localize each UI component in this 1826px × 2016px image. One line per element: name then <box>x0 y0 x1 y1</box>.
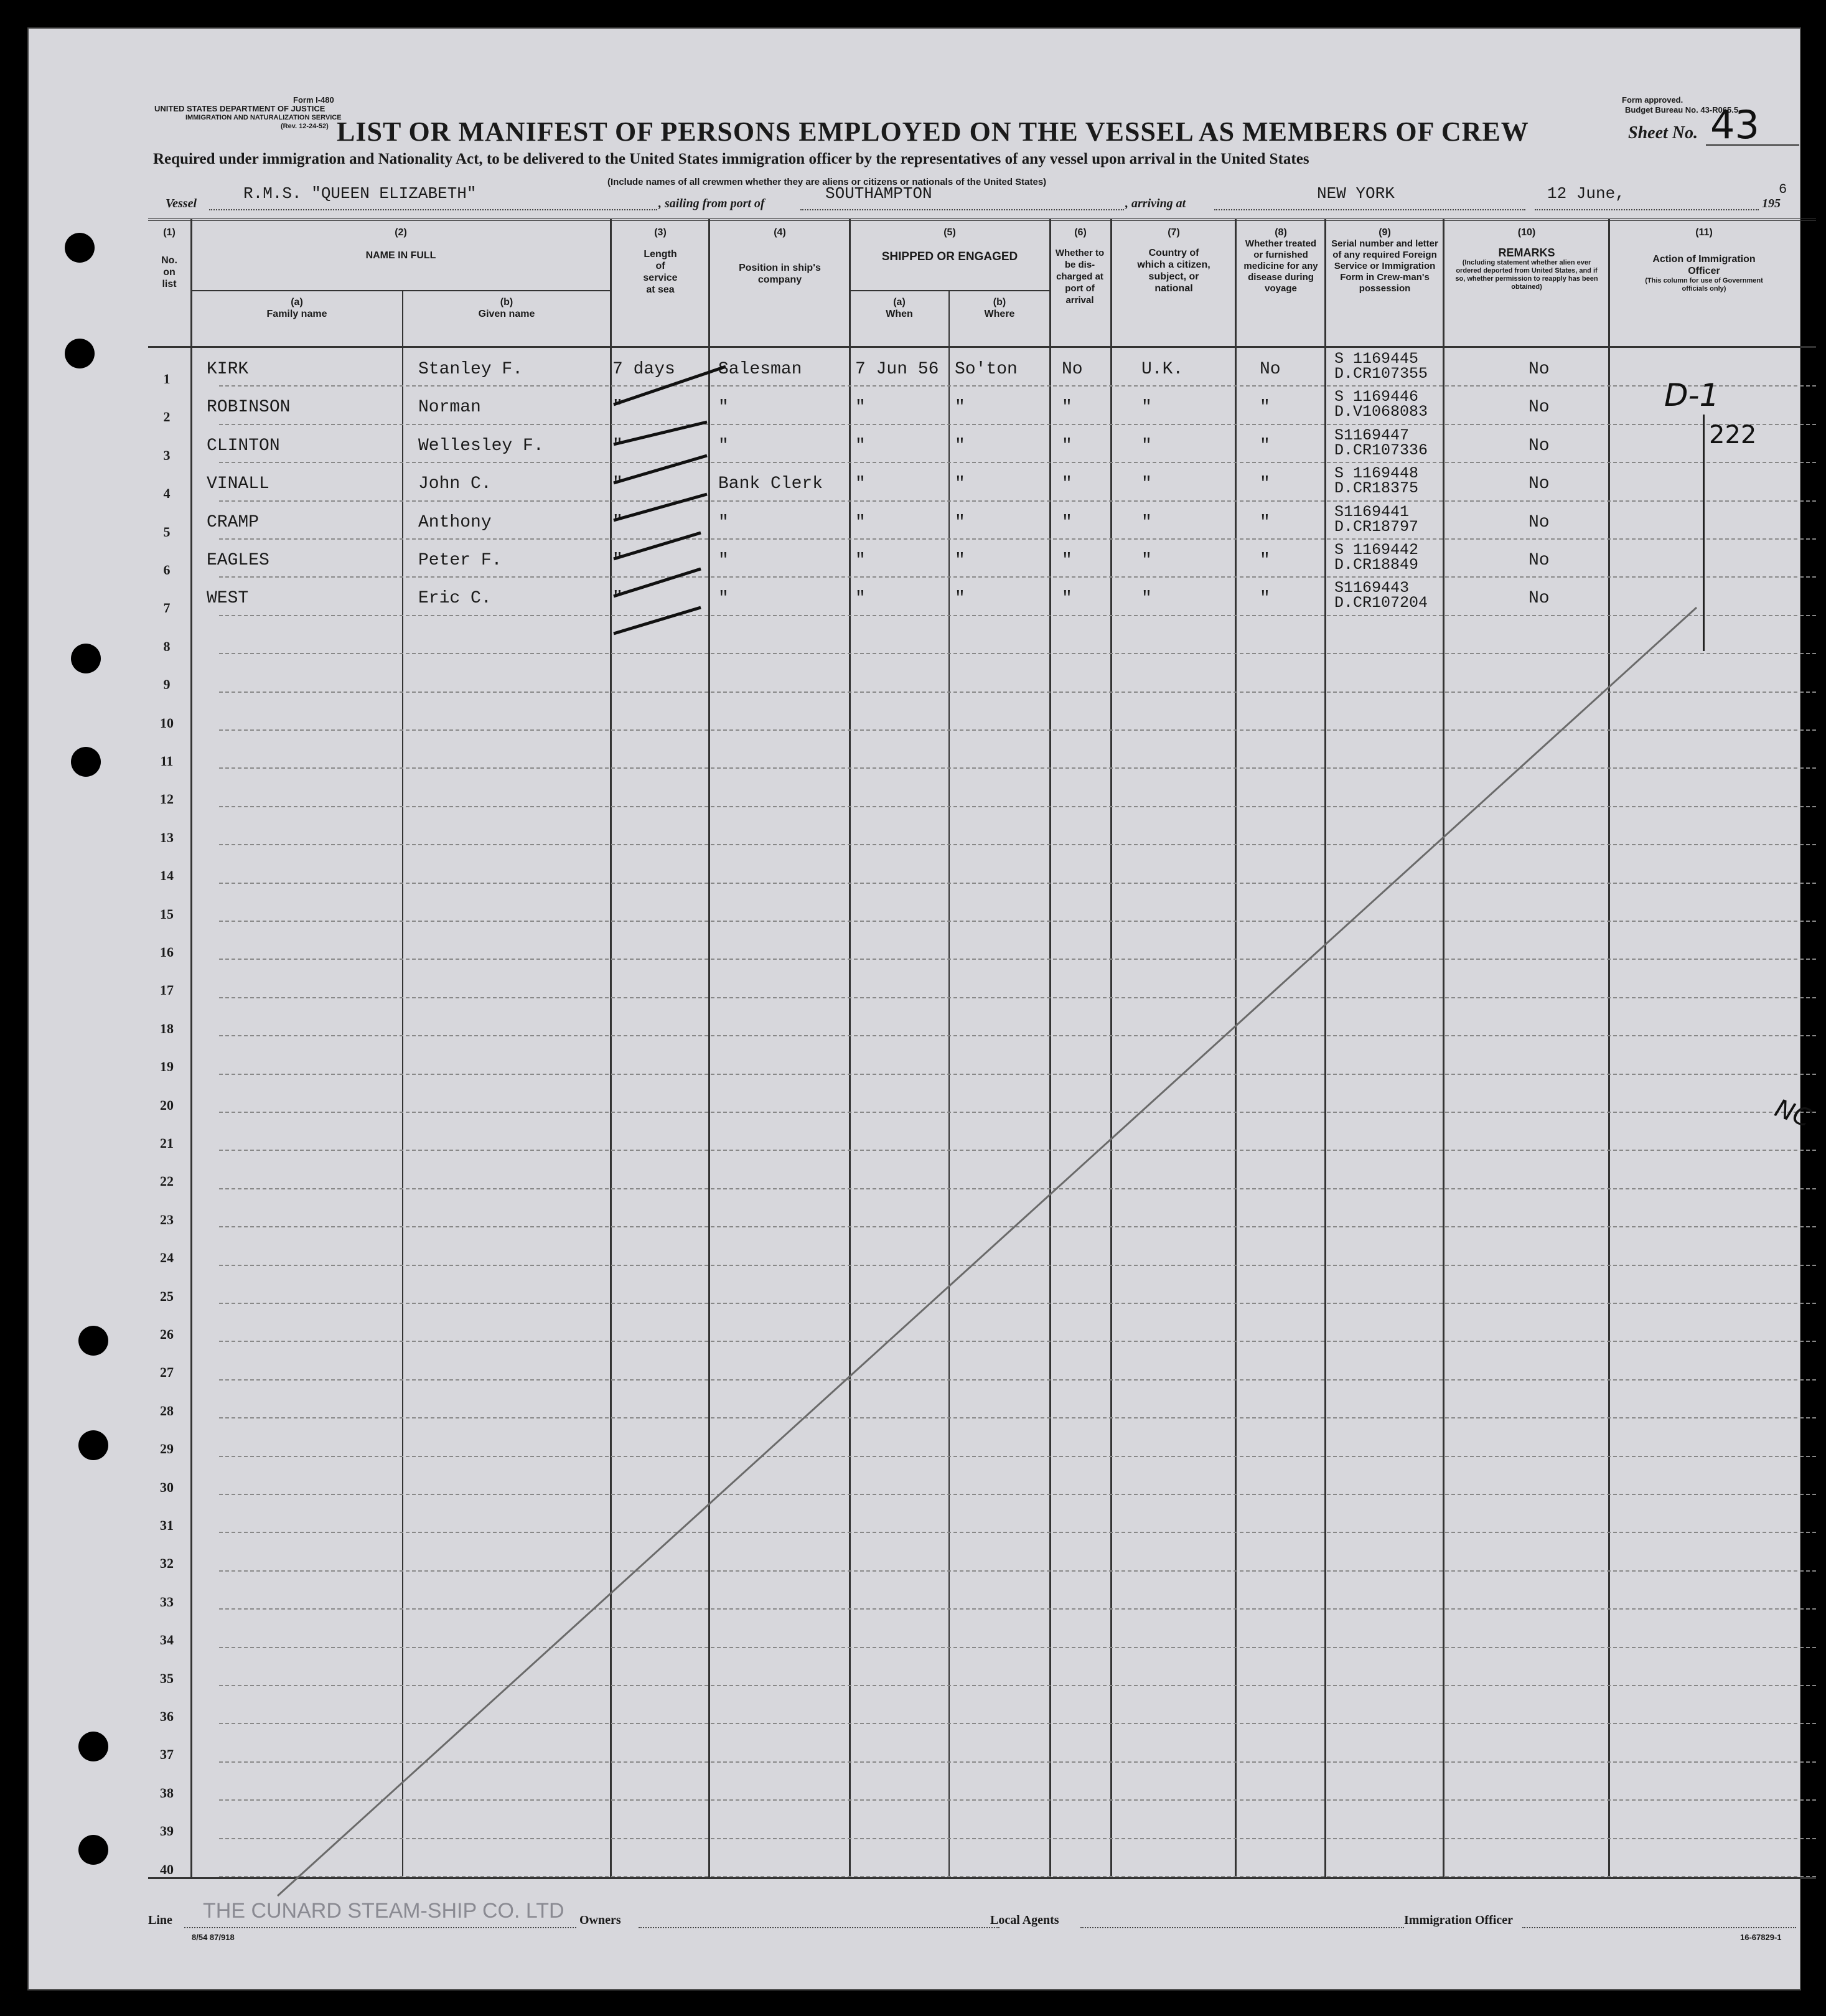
cell-service: " <box>612 474 623 494</box>
budget-bureau: Budget Bureau No. 43-R065.5. <box>1625 105 1741 115</box>
row-number: 28 <box>160 1402 174 1418</box>
row-number: 21 <box>160 1135 174 1151</box>
cell-discharge: " <box>1062 589 1072 609</box>
cell-medicine: " <box>1260 436 1270 456</box>
cell-country: " <box>1141 512 1152 532</box>
cell-family: CLINTON <box>207 436 280 456</box>
row-number: 37 <box>160 1746 174 1763</box>
cell-remarks: No <box>1529 398 1550 418</box>
col11-note: (This column for use of Government officials only) <box>1645 277 1763 293</box>
footer-agents2-underline <box>1080 1927 1404 1928</box>
col9-number: (9) <box>1379 227 1391 238</box>
cell-where: " <box>955 436 965 456</box>
footer-print-right: 16-67829-1 <box>1740 1933 1782 1942</box>
cell-service: " <box>612 436 623 456</box>
cell-serial-upper: S 1169448 <box>1334 464 1419 483</box>
cell-discharge: " <box>1062 436 1072 456</box>
col8-number: (8) <box>1275 227 1287 238</box>
cell-given: Eric C. <box>418 589 492 609</box>
row-number: 24 <box>160 1250 174 1266</box>
col1-label: No. on list <box>161 255 177 289</box>
col2-label: NAME IN FULL <box>365 250 436 261</box>
row-number: 32 <box>160 1555 174 1572</box>
cell-position: " <box>718 398 729 418</box>
sheet-label: Sheet No. <box>1628 123 1698 143</box>
cell-service: 7 days <box>612 360 675 379</box>
binder-hole <box>65 339 95 368</box>
margin-mark: NC <box>1771 1094 1815 1133</box>
cell-where: So'ton <box>955 360 1018 379</box>
cell-discharge: " <box>1062 551 1072 570</box>
cell-serial-lower: D.CR107204 <box>1334 594 1428 612</box>
cell-service: " <box>612 589 623 609</box>
row-number: 34 <box>160 1632 174 1648</box>
row-number: 6 <box>163 562 171 578</box>
col7-label: Country of which a citizen, subject, or national <box>1137 248 1210 294</box>
col11-number: (11) <box>1695 227 1713 238</box>
cell-country: U.K. <box>1141 360 1184 379</box>
row-number: 38 <box>160 1784 174 1801</box>
row-number: 39 <box>160 1823 174 1839</box>
cell-when: 7 Jun 56 <box>855 360 939 379</box>
cell-position: " <box>718 589 729 609</box>
pencil-diagonal <box>278 607 1697 1896</box>
sheet-number: 43 <box>1710 102 1759 148</box>
footer-line-underline <box>184 1927 576 1928</box>
officer-count: 222 <box>1709 421 1757 449</box>
footer-officer: Immigration Officer <box>1404 1913 1513 1927</box>
row-number: 19 <box>160 1059 174 1075</box>
col2a-label: Family name <box>266 309 327 319</box>
footer-line-value: THE CUNARD STEAM-SHIP CO. LTD <box>203 1899 564 1923</box>
col1-number: (1) <box>163 227 176 238</box>
arrival-date: 12 June, <box>1547 184 1625 203</box>
cell-country: " <box>1141 589 1152 609</box>
cell-serial-upper: S 1169445 <box>1334 350 1419 368</box>
vessel-label: Vessel <box>166 197 197 210</box>
cell-serial-upper: S1169443 <box>1334 579 1410 598</box>
col9-label: Serial number and letter of any required Foreign Service or Immigration Form in Crew-man's possession <box>1331 238 1438 294</box>
cell-medicine: " <box>1260 589 1270 609</box>
revision: (Rev. 12-24-52) <box>281 123 329 130</box>
cell-when: " <box>855 398 866 418</box>
col11-label: Action of Immigration Officer <box>1652 254 1756 276</box>
row-number: 14 <box>160 868 174 884</box>
col2a-number: (a) <box>291 297 303 307</box>
cell-position: " <box>718 436 729 456</box>
cell-serial-upper: S1169447 <box>1334 426 1410 444</box>
cell-given: Anthony <box>418 512 492 532</box>
row-number: 33 <box>160 1593 174 1610</box>
col5-label: SHIPPED OR ENGAGED <box>881 250 1018 263</box>
cell-service: " <box>612 512 623 532</box>
row-number: 16 <box>160 944 174 960</box>
cell-when: " <box>855 474 866 494</box>
cell-serial-lower: D.CR107355 <box>1334 365 1428 383</box>
vessel-name: R.M.S. "QUEEN ELIZABETH" <box>243 184 477 203</box>
col5b-number: (b) <box>993 297 1006 307</box>
cell-family: CRAMP <box>207 512 260 532</box>
cell-when: " <box>855 551 866 570</box>
row-number: 5 <box>163 523 171 540</box>
cell-remarks: No <box>1529 436 1550 456</box>
cell-serial-lower: D.V1068083 <box>1334 403 1428 421</box>
row-number: 30 <box>160 1479 174 1495</box>
col3-label: Length of service at sea <box>643 249 678 295</box>
binder-hole <box>78 1430 108 1460</box>
year-label: 195 <box>1762 197 1781 210</box>
cell-remarks: No <box>1529 589 1550 609</box>
binder-hole <box>78 1732 108 1761</box>
page-title: LIST OR MANIFEST OF PERSONS EMPLOYED ON THE VESSEL AS MEMBERS OF CREW <box>337 116 1529 147</box>
row-number: 25 <box>160 1288 174 1304</box>
row-number: 12 <box>160 791 174 807</box>
cell-serial-lower: D.CR18849 <box>1334 556 1419 574</box>
cell-medicine: " <box>1260 512 1270 532</box>
cell-discharge: " <box>1062 474 1072 494</box>
col2b-label: Given name <box>478 309 535 319</box>
footer-print-left: 8/54 87/918 <box>192 1933 235 1942</box>
col10-note: (Including statement whether alien ever ordered deported from United States, and if so, whether permission to reapply has been obtained) <box>1455 259 1598 291</box>
page-subtitle: Required under immigration and Nationality Act, to be delivered to the United States immigration officer by the representatives of any vessel upon arrival in the United States <box>153 151 1309 167</box>
cell-discharge: " <box>1062 512 1072 532</box>
cell-where: " <box>955 589 965 609</box>
cell-serial-upper: S1169441 <box>1334 502 1410 521</box>
binder-hole <box>78 1835 108 1865</box>
cell-when: " <box>855 512 866 532</box>
cell-when: " <box>855 589 866 609</box>
cell-where: " <box>955 474 965 494</box>
arrival-port: NEW YORK <box>1317 184 1395 203</box>
arriving-label: , arriving at <box>1125 197 1186 210</box>
row-number: 18 <box>160 1020 174 1036</box>
row-number: 1 <box>163 371 171 387</box>
department: UNITED STATES DEPARTMENT OF JUSTICE <box>154 104 325 113</box>
footer-officer-underline <box>1522 1927 1796 1928</box>
cell-given: Stanley F. <box>418 360 523 379</box>
cell-serial-lower: D.CR18375 <box>1334 479 1419 498</box>
year-digit: 6 <box>1779 182 1787 197</box>
row-number: 29 <box>160 1441 174 1457</box>
footer-local-agents: Local Agents <box>990 1913 1059 1927</box>
service-name: IMMIGRATION AND NATURALIZATION SERVICE <box>185 114 342 121</box>
form-approved: Form approved. <box>1622 95 1683 105</box>
col6-label: Whether to be dis-charged at port of arrival <box>1055 248 1105 306</box>
cell-remarks: No <box>1529 360 1550 379</box>
cell-when: " <box>855 436 866 456</box>
cell-serial-upper: S 1169442 <box>1334 541 1419 559</box>
officer-code: D-1 <box>1664 377 1720 413</box>
row-number: 31 <box>160 1517 174 1533</box>
row-number: 35 <box>160 1670 174 1686</box>
cell-given: Norman <box>418 398 481 418</box>
row-number: 9 <box>163 677 171 693</box>
cell-family: ROBINSON <box>207 398 291 418</box>
cell-medicine: No <box>1260 360 1281 379</box>
cell-serial-lower: D.CR107336 <box>1334 441 1428 459</box>
col8-label: Whether treated or furnished medicine for any disease during voyage <box>1243 238 1318 294</box>
cell-family: EAGLES <box>207 551 269 570</box>
cell-medicine: " <box>1260 551 1270 570</box>
row-number: 8 <box>163 638 171 654</box>
col4-label: Position in ship's company <box>739 263 821 285</box>
cell-position: Bank Clerk <box>718 474 823 494</box>
row-number: 13 <box>160 829 174 845</box>
cell-country: " <box>1141 474 1152 494</box>
row-number: 26 <box>160 1326 174 1342</box>
row-number: 7 <box>163 600 171 616</box>
col7-number: (7) <box>1168 227 1180 238</box>
cell-position: Salesman <box>718 360 802 379</box>
row-number: 4 <box>163 485 171 502</box>
col5b-label: Where <box>984 309 1015 319</box>
cell-given: John C. <box>418 474 492 494</box>
footer-owners: Owners <box>579 1913 621 1927</box>
annotation-strokes <box>29 29 1800 1989</box>
cell-country: " <box>1141 398 1152 418</box>
cell-service: " <box>612 551 623 570</box>
binder-hole <box>65 233 95 263</box>
cell-medicine: " <box>1260 398 1270 418</box>
check-marks <box>614 367 726 634</box>
row-number: 22 <box>160 1173 174 1189</box>
col4-number: (4) <box>774 227 786 238</box>
cell-country: " <box>1141 551 1152 570</box>
cell-discharge: " <box>1062 398 1072 418</box>
include-note: (Include names of all crewmen whether they are aliens or citizens or nationals of the United States) <box>607 177 1047 187</box>
sailing-label: , sailing from port of <box>658 197 765 210</box>
row-number: 20 <box>160 1097 174 1113</box>
binder-hole <box>71 644 101 673</box>
cell-position: " <box>718 551 729 570</box>
cell-serial-lower: D.CR18797 <box>1334 517 1419 536</box>
cell-remarks: No <box>1529 512 1550 532</box>
col5-number: (5) <box>943 227 956 238</box>
cell-discharge: No <box>1062 360 1083 379</box>
cell-where: " <box>955 551 965 570</box>
cell-position: " <box>718 512 729 532</box>
row-number: 2 <box>163 409 171 425</box>
row-number: 17 <box>160 982 174 998</box>
cell-serial-upper: S 1169446 <box>1334 388 1419 406</box>
row-number: 23 <box>160 1211 174 1227</box>
footer-agents-underline <box>639 1927 1000 1928</box>
binder-hole <box>71 747 101 777</box>
manifest-sheet <box>27 27 1815 1990</box>
binder-hole <box>78 1326 108 1356</box>
row-number: 10 <box>160 715 174 731</box>
cell-given: Peter F. <box>418 551 502 570</box>
row-number: 27 <box>160 1364 174 1381</box>
col3-number: (3) <box>654 227 667 238</box>
cell-family: WEST <box>207 589 249 609</box>
cell-service: " <box>612 398 623 418</box>
cell-where: " <box>955 512 965 532</box>
cell-medicine: " <box>1260 474 1270 494</box>
cell-where: " <box>955 398 965 418</box>
col2-number: (2) <box>395 227 407 238</box>
footer-line-label: Line <box>148 1913 172 1927</box>
col10-number: (10) <box>1517 227 1536 238</box>
cell-family: VINALL <box>207 474 269 494</box>
row-number: 15 <box>160 906 174 922</box>
cell-remarks: No <box>1529 551 1550 570</box>
cell-given: Wellesley F. <box>418 436 544 456</box>
cell-family: KIRK <box>207 360 249 379</box>
col5a-number: (a) <box>893 297 906 307</box>
sailing-port: SOUTHAMPTON <box>825 184 932 203</box>
col5a-label: When <box>886 309 913 319</box>
cell-country: " <box>1141 436 1152 456</box>
form-number: Form I-480 <box>293 95 334 105</box>
row-number: 11 <box>160 753 174 769</box>
cell-remarks: No <box>1529 474 1550 494</box>
col2b-number: (b) <box>500 297 513 307</box>
col10-label: REMARKS <box>1498 246 1555 259</box>
row-number: 40 <box>160 1861 174 1877</box>
col6-number: (6) <box>1074 227 1087 238</box>
row-number: 36 <box>160 1709 174 1724</box>
row-number: 3 <box>163 447 171 463</box>
